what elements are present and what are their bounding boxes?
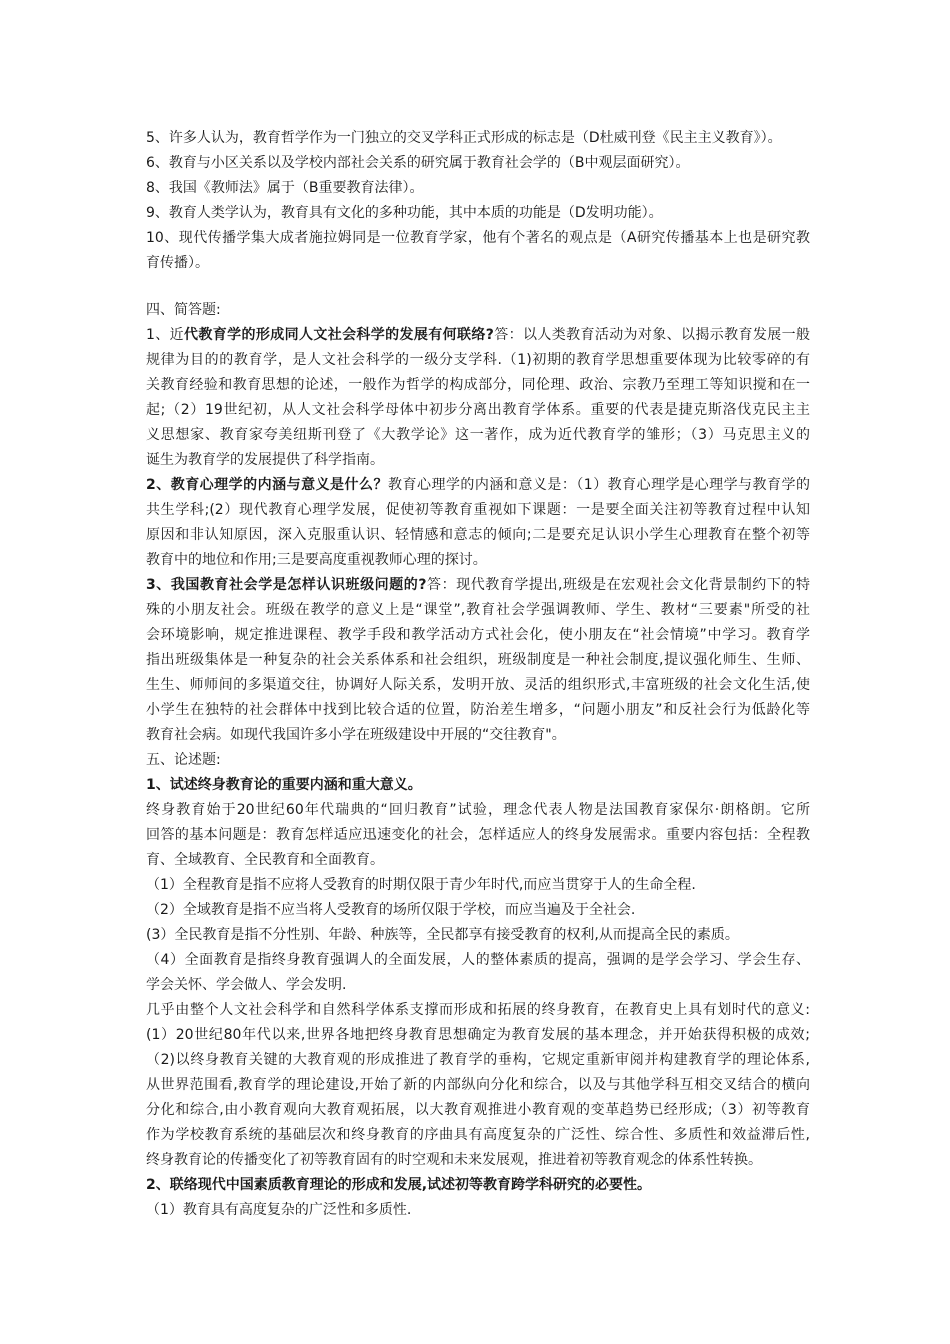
paragraph-line: （1）全程教育是指不应将人受教育的时期仅限于青少年时代,而应当贯穿于人的生命全程.	[146, 877, 696, 893]
answer-text: 教育心理学的内涵和意义是：（1）教育心理学是心理学与教育学的	[388, 477, 810, 493]
paragraph-line	[146, 573, 810, 598]
answer-line: 8、我国《教师法》属于（B重要教育法律）。	[146, 180, 424, 196]
answer-text: 答：以人类教育活动为对象、以揭示教育发展一般	[493, 327, 810, 343]
paragraph-line: （1）教育具有高度复杂的广泛性和多质性.	[146, 1202, 412, 1218]
paragraph-line: 小学生在独特的社会群体中找到比较合适的位置，防治差生增多，“问题小朋友”和反社会行为低龄化等	[146, 702, 810, 718]
paragraph-line: 回答的基本问题是：教育怎样适应迅速变化的社会，怎样适应人的终身发展需求。重要内容包括：全程教	[146, 827, 810, 843]
paragraph-line: 会环境影响，规定推进课程、教学手段和教学活动方式社会化，使小朋友在“社会情境”中学习。教育学	[146, 627, 810, 643]
paragraph-line: 关教育经验和教育思想的论述，一般作为哲学的构成部分，同伦理、政治、宗教乃至理工等知识搅和在一	[146, 377, 810, 393]
answer-line: 育传播）。	[146, 255, 209, 271]
answer-text: 答：现代教育学提出,班级是在宏观社会文化背景制约下的特	[426, 577, 810, 593]
paragraph-line: （2)以终身教育关键的大教育观的形成推进了教育学的垂构，它规定重新审阅并构建教育学的理论体系,	[146, 1052, 810, 1068]
paragraph-line: 育、全域教育、全民教育和全面教育。	[146, 852, 384, 868]
question-text: 代教育学的形成同人文社会科学的发展有何联络?	[184, 327, 494, 343]
paragraph-line: 终身教育始于20世纪60年代瑞典的“回归教育”试验，理念代表人物是法国教育家保尔·朗格朗。它所	[146, 802, 810, 818]
paragraph-line: （2）全域教育是指不应当将人受教育的场所仅限于学校，而应当遍及于全社会.	[146, 902, 636, 918]
paragraph-line: 诞生为教育学的发展提供了科学指南。	[146, 452, 384, 468]
paragraph-line	[146, 473, 810, 498]
short-answer-heading: 四、简答题:	[146, 302, 221, 318]
short-answer-q3	[146, 573, 810, 748]
question-text: 2、教育心理学的内涵与意义是什么？	[146, 477, 388, 493]
paragraph-line: 教育社会病。如现代我国许多小学在班级建设中开展的“交往教育"。	[146, 727, 566, 743]
paragraph-line: 从世界范围看,教育学的理论建设,开始了新的内部纵向分化和综合，以及与其他学科互相交叉结合的横向	[146, 1077, 810, 1093]
question-text: 3、我国教育社会学是怎样认识班级问题的?	[146, 577, 427, 593]
paragraph-line: 原因和非认知原因，深入克服重认识、轻情感和意志的倾向;二是要充足认识小学生心理教育在整个初等	[146, 527, 810, 543]
answer-line: 5、许多人认为，教育哲学作为一门独立的交叉学科正式形成的标志是（D杜威刊登《民主主义教育》）。	[146, 130, 782, 146]
paragraph-line: 几乎由整个人文社会科学和自然科学体系支撑而形成和拓展的终身教育，在教育史上具有划时代的意义:	[146, 1002, 810, 1018]
paragraph-line: (3）全民教育是指不分性别、年龄、种族等，全民都享有接受教育的权利,从而提高全民的素质。	[146, 927, 739, 943]
paragraph-line: 规律为目的的教育学，是人文社会科学的一级分支学科.（1)初期的教育学思想重要体现为比较零碎的有	[146, 352, 810, 368]
paragraph-line: 殊的小朋友社会。班级在教学的意义上是“课堂”,教育社会学强调教师、学生、教材“三要素"所受的社	[146, 602, 810, 618]
answer-line: 9、教育人类学认为，教育具有文化的多种功能，其中本质的功能是（D发明功能）。	[146, 205, 663, 221]
choice-answers	[146, 126, 810, 276]
paragraph-line: 共生学科;(2）现代教育心理学发展，促使初等教育重视如下课题：一是要全面关注初等教育过程中认知	[146, 502, 810, 518]
paragraph-line: 作为学校教育系统的基础层次和终身教育的序曲具有高度复杂的广泛性、综合性、多质性和效益滞后性,	[146, 1127, 810, 1143]
essay-q2-body	[146, 1198, 810, 1223]
short-answer-q1	[146, 323, 810, 473]
essay-q1-body	[146, 798, 810, 1173]
paragraph-line: 起;（2）19世纪初，从人文社会科学母体中初步分离出教育学体系。重要的代表是捷克斯洛伐克民主主	[146, 402, 810, 418]
document-body	[146, 126, 810, 1223]
question-number: 1、近	[146, 327, 185, 343]
short-answer-q2	[146, 473, 810, 573]
essay-heading: 五、论述题:	[146, 752, 221, 768]
paragraph-line: （4）全面教育是指终身教育强调人的全面发展，人的整体素质的提高，强调的是学会学习、学会生存、	[146, 952, 810, 968]
section-spacer	[146, 276, 810, 298]
paragraph-line: 指出班级集体是一种复杂的社会关系体系和社会组织，班级制度是一种社会制度,提议强化师生、生师、	[146, 652, 810, 668]
essay-q1-title: 1、试述终身教育论的重要内涵和重大意义。	[146, 777, 422, 793]
answer-line: 10、现代传播学集大成者施拉姆同是一位教育学家，他有个著名的观点是（A研究传播基本上也是研究教	[146, 230, 810, 246]
paragraph-line: 教育中的地位和作用;三是要高度重视教师心理的探讨。	[146, 552, 487, 568]
paragraph-line: 义思想家、教育家夸美纽斯刊登了《大教学论》这一著作，成为近代教育学的雏形；（3）马克思主义的	[146, 427, 810, 443]
paragraph-line: 学会关怀、学会做人、学会发明.	[146, 977, 347, 993]
paragraph-line	[146, 323, 810, 348]
paragraph-line: (1）20世纪80年代以来,世界各地把终身教育思想确定为教育发展的基本理念，并开始获得积极的成效;	[146, 1027, 810, 1043]
paragraph-line: 分化和综合,由小教育观向大教育观拓展，以大教育观推进小教育观的变革趋势已经形成;（3）初等教育	[146, 1102, 810, 1118]
paragraph-line: 终身教育论的传播变化了初等教育固有的时空观和未来发展观，推进着初等教育观念的体系性转换。	[146, 1152, 762, 1168]
paragraph-line: 生生、师师间的多渠道交往，协调好人际关系，发明开放、灵活的组织形式,丰富班级的社会文化生活,使	[146, 677, 810, 693]
essay-q2-title: 2、联络现代中国素质教育理论的形成和发展,试述初等教育跨学科研究的必要性。	[146, 1177, 652, 1193]
answer-line: 6、教育与小区关系以及学校内部社会关系的研究属于教育社会学的（B中观层面研究）。	[146, 155, 690, 171]
